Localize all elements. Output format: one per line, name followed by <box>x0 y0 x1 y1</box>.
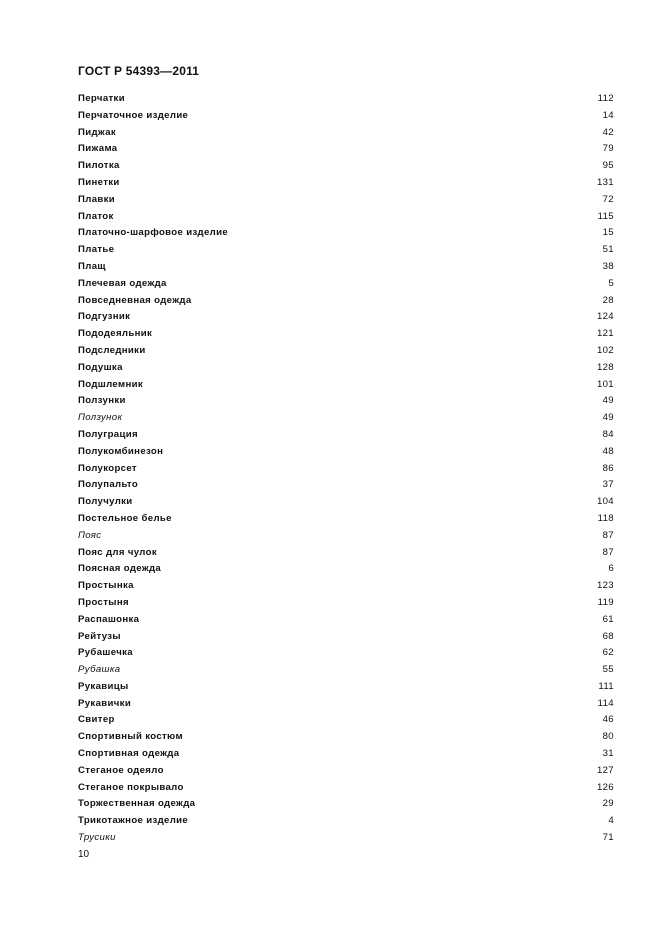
index-entry-page: 5 <box>608 277 614 289</box>
index-entry-page: 84 <box>602 428 614 440</box>
index-entry <box>78 326 614 343</box>
index-entry <box>78 242 614 259</box>
index-entry-term: Полуграция <box>78 428 138 440</box>
index-entry-term: Полукомбинезон <box>78 445 164 457</box>
index-entry-page: 95 <box>602 160 614 172</box>
index-entry <box>78 360 614 377</box>
index-entry <box>78 595 614 612</box>
index-entry-page: 112 <box>597 93 614 104</box>
index-entry-term: Стеганое покрывало <box>78 781 184 793</box>
index-entry <box>78 343 614 360</box>
index-entry-page: 101 <box>596 378 614 390</box>
index-entry-term: Трикотажное изделие <box>78 815 189 827</box>
index-entry-page: 87 <box>602 529 614 541</box>
index-entry <box>78 679 614 696</box>
index-entry-page: 28 <box>602 294 614 306</box>
index-entry-page: 124 <box>596 311 614 323</box>
index-entry-page: 102 <box>596 344 614 356</box>
index-entry-page: 123 <box>596 580 614 592</box>
index-entry-term: Подушка <box>78 361 123 373</box>
index-entry-term: Постельное белье <box>78 512 172 524</box>
index-entry-page: 49 <box>602 412 614 424</box>
index-entry <box>78 393 614 410</box>
index-entry-page: 114 <box>597 697 614 709</box>
index-entry-term: Пояс <box>78 529 102 541</box>
index-entry-page: 14 <box>602 109 614 121</box>
index-entry-page: 6 <box>608 563 614 575</box>
index-entry-term: Распашонка <box>78 613 140 625</box>
index-entry <box>78 746 614 763</box>
index-entry <box>78 612 614 629</box>
index-entry-term: Полукорсет <box>78 462 137 474</box>
index-entry-page: 15 <box>602 227 614 239</box>
index-entry-term: Пиджак <box>78 126 117 138</box>
index-entry-term: Простыня <box>78 596 129 608</box>
index-entry <box>78 494 614 511</box>
index-entry <box>78 276 614 293</box>
index-entry <box>78 377 614 394</box>
index-entry-page: 48 <box>602 445 614 457</box>
document-header-title: ГОСТ Р 54393—2011 <box>78 64 200 78</box>
index-entry <box>78 410 614 427</box>
index-entry <box>78 125 614 142</box>
index-entry-page: 55 <box>602 664 614 676</box>
index-entry <box>78 309 614 326</box>
index-entry <box>78 91 614 108</box>
index-entry-term: Плащ <box>78 260 106 272</box>
index-entry-page: 72 <box>602 193 614 205</box>
index-entry-term: Спортивная одежда <box>78 748 180 760</box>
index-entry-page: 104 <box>596 496 614 508</box>
index-entry <box>78 192 614 209</box>
index-entry-term: Полупальто <box>78 479 139 491</box>
index-entry-page: 80 <box>602 731 614 743</box>
index-entry-term: Платье <box>78 244 115 256</box>
index-entry-page: 31 <box>602 748 614 760</box>
index-entry-term: Повседневная одежда <box>78 294 192 306</box>
index-entry-term: Ползунки <box>78 395 126 407</box>
index-entry-term: Перчаточное изделие <box>78 109 189 121</box>
index-entry-page: 68 <box>602 630 614 642</box>
index-entry-term: Спортивный костюм <box>78 731 183 743</box>
index-entry-term: Плечевая одежда <box>78 277 167 289</box>
index-entry <box>78 259 614 276</box>
index-entry-term: Подследники <box>78 344 146 356</box>
index-entry-page: 62 <box>602 647 614 659</box>
index-entry-term: Стеганое одеяло <box>78 764 164 776</box>
index-entry <box>78 293 614 310</box>
index-entry-term: Подгузник <box>78 311 131 323</box>
page-number: 10 <box>78 849 90 860</box>
index-entry-page: 128 <box>596 361 614 373</box>
index-entry <box>78 561 614 578</box>
index-entry <box>78 225 614 242</box>
index-entry-term: Платочно-шарфовое изделие <box>78 227 229 239</box>
index-entry-page: 46 <box>602 714 614 726</box>
index-entry <box>78 662 614 679</box>
index-entry-term: Пояс для чулок <box>78 546 157 558</box>
index-entry <box>78 158 614 175</box>
index-entry-term: Ползунок <box>78 412 123 424</box>
index-entry-page: 38 <box>602 260 614 272</box>
index-entry-page: 115 <box>597 210 614 222</box>
index-entry-term: Трусики <box>78 832 116 844</box>
index-entry <box>78 108 614 125</box>
index-entry-term: Поясная одежда <box>78 563 162 575</box>
index-entry-term: Пинетки <box>78 176 120 188</box>
index-entry <box>78 209 614 226</box>
index-entry <box>78 830 614 847</box>
index-entry-page: 51 <box>602 244 614 256</box>
index-entry-term: Рубашка <box>78 664 121 676</box>
index-entry <box>78 461 614 478</box>
index-entry-term: Торжественная одежда <box>78 798 196 810</box>
index-entry-term: Свитер <box>78 714 115 726</box>
index-entry-page: 79 <box>602 143 614 155</box>
index-entry <box>78 796 614 813</box>
index-entry-page: 127 <box>596 764 614 776</box>
index-entry-term: Подшлемник <box>78 378 143 390</box>
index-entry-page: 61 <box>602 613 614 625</box>
index-entry-page: 49 <box>602 395 614 407</box>
index-entry-page: 111 <box>598 680 614 692</box>
index-entry-page: 29 <box>602 798 614 810</box>
index-entry <box>78 444 614 461</box>
index-entry <box>78 813 614 830</box>
index-entry <box>78 545 614 562</box>
index-entry-page: 4 <box>608 815 614 827</box>
index-entry-term: Рукавички <box>78 697 132 709</box>
index-entry <box>78 528 614 545</box>
index-entry-page: 119 <box>597 596 614 608</box>
index-entry <box>78 141 614 158</box>
index-entry-term: Простынка <box>78 580 134 592</box>
index-entry-page: 118 <box>597 512 614 524</box>
index-entry-page: 37 <box>602 479 614 491</box>
index-entry <box>78 477 614 494</box>
index-entry-page: 86 <box>602 462 614 474</box>
index-entry <box>78 629 614 646</box>
index-entry-term: Пододеяльник <box>78 328 153 340</box>
index-entry <box>78 645 614 662</box>
index-entry-term: Рукавицы <box>78 680 129 692</box>
index-entry-term: Пижама <box>78 143 118 155</box>
index-entry-page: 71 <box>602 832 614 844</box>
index-entry <box>78 696 614 713</box>
index-entry-term: Рубашечка <box>78 647 133 659</box>
index-entry-page: 131 <box>596 176 614 188</box>
index-entry <box>78 427 614 444</box>
index-entry <box>78 780 614 797</box>
index-entry <box>78 511 614 528</box>
index-entry <box>78 578 614 595</box>
index-entry-page: 42 <box>602 126 614 138</box>
index-entry-term: Получулки <box>78 496 133 508</box>
index-entry-page: 87 <box>602 546 614 558</box>
index-entry-term: Платок <box>78 210 114 222</box>
index-entry <box>78 175 614 192</box>
index-entry <box>78 729 614 746</box>
index-entry-term: Перчатки <box>78 93 125 104</box>
index-entry <box>78 712 614 729</box>
index-entry-page: 126 <box>596 781 614 793</box>
index-entry-term: Рейтузы <box>78 630 121 642</box>
index-entry-page: 121 <box>596 328 614 340</box>
index-entry <box>78 763 614 780</box>
index-entry-term: Плавки <box>78 193 116 205</box>
alphabetical-index-list <box>78 91 614 847</box>
index-entry-term: Пилотка <box>78 160 120 172</box>
